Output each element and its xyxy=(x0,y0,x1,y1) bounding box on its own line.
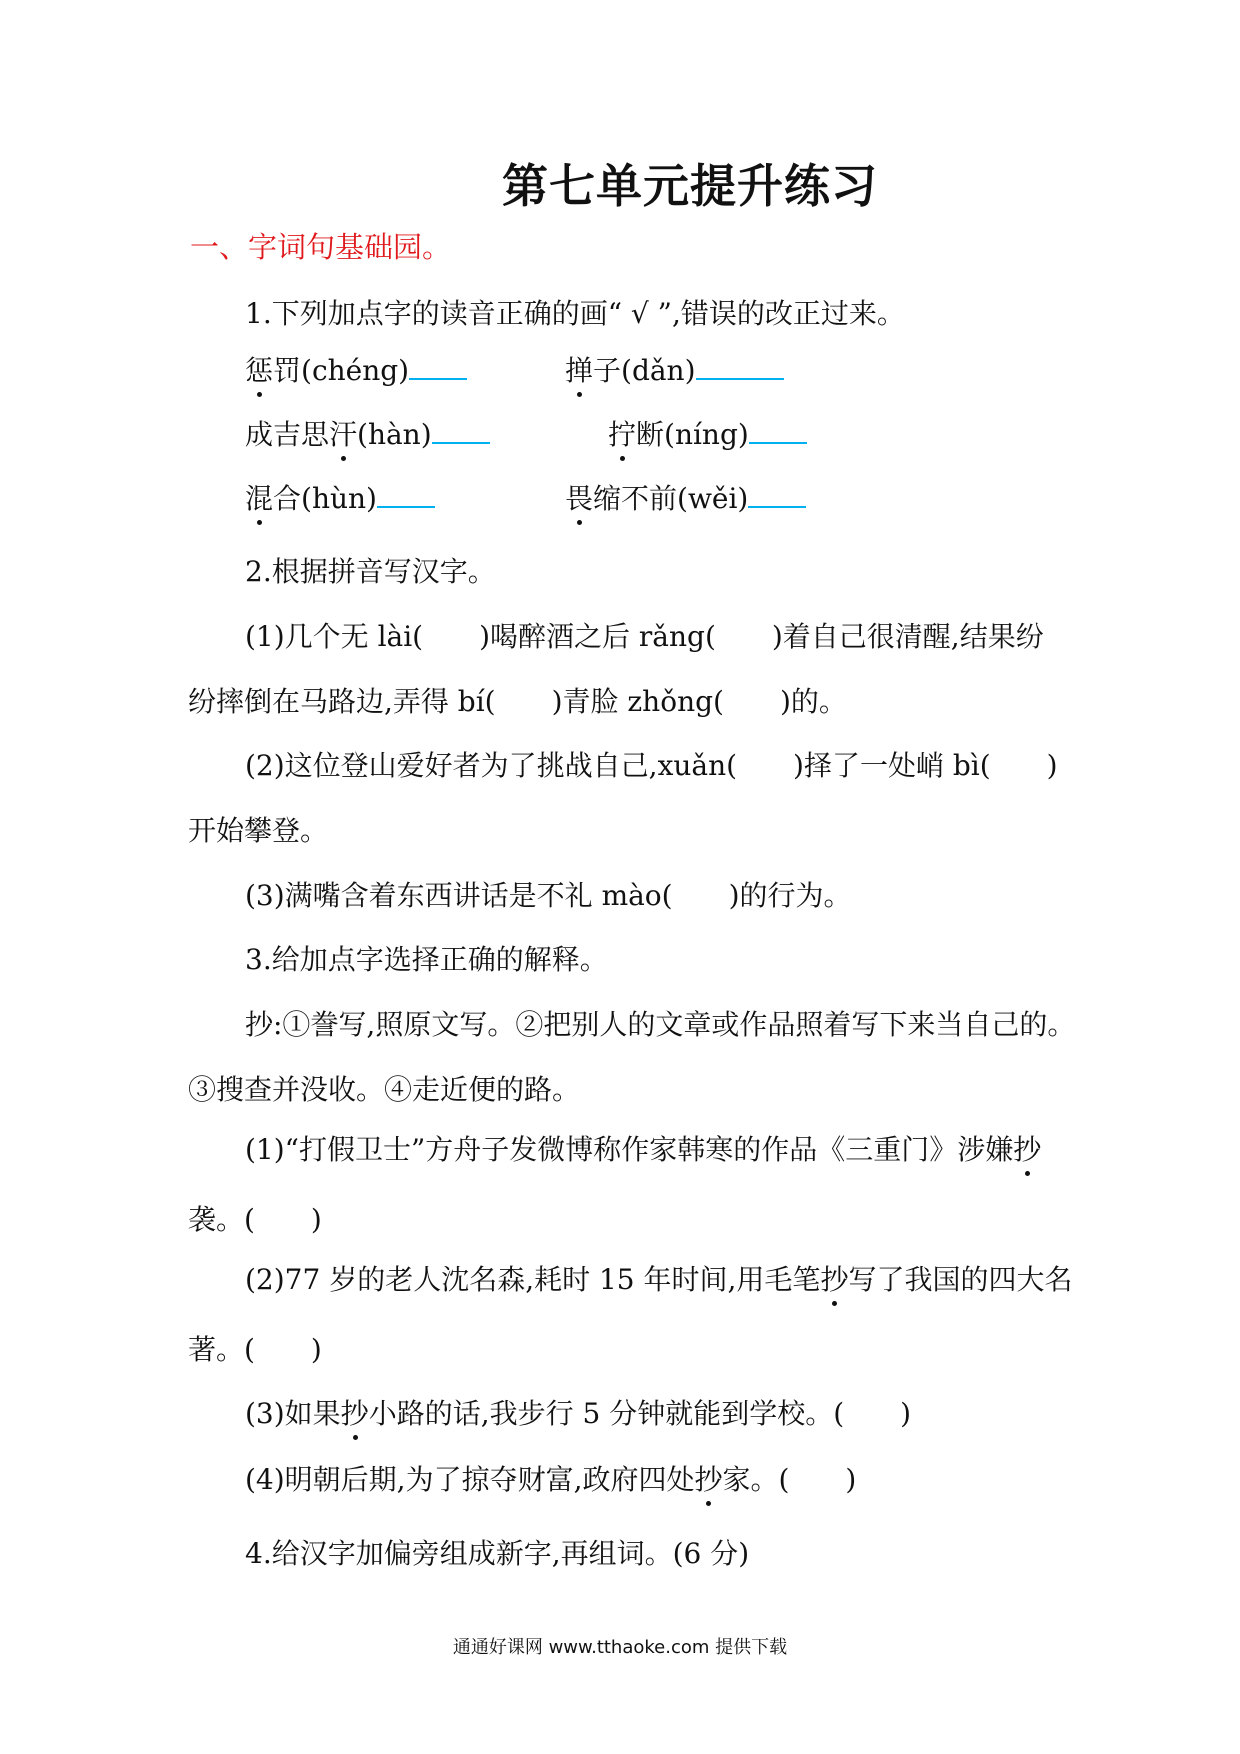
q1-item xyxy=(608,414,807,455)
dotted-char: 惩 xyxy=(245,351,273,391)
dotted-char: 拧 xyxy=(608,415,636,455)
answer-blank[interactable] xyxy=(696,350,784,380)
q1-item-text: 子(dǎn) xyxy=(593,354,696,387)
q3-sentence: 著。( ) xyxy=(188,1333,322,1366)
q3-sentence-text: (3)如果 xyxy=(245,1397,341,1430)
q1-item-text: 罚(chéng) xyxy=(273,354,410,387)
q3-sentence-text: 小路的话,我步行 5 分钟就能到学校。( ) xyxy=(368,1397,912,1430)
q1-item-text: (hàn) xyxy=(357,418,432,451)
question-4-prompt: 4.给汉字加偏旁组成新字,再组词。(6 分) xyxy=(245,1537,750,1570)
q3-sentence-text: 写了我国的四大名 xyxy=(848,1263,1073,1296)
q1-item xyxy=(245,478,435,519)
page-title: 第七单元提升练习 xyxy=(502,159,878,213)
q2-line: (2)这位登山爱好者为了挑战自己,xuǎn( )择了一处峭 bì( ) xyxy=(245,749,1058,782)
q2-line: 开始攀登。 xyxy=(188,814,329,847)
dotted-char: 抄 xyxy=(1013,1130,1041,1170)
q3-definitions: ③搜查并没收。④走近便的路。 xyxy=(188,1073,581,1106)
q3-sentence-text: 家。( ) xyxy=(722,1463,857,1496)
q3-sentence: 袭。( ) xyxy=(188,1203,322,1236)
dotted-char: 混 xyxy=(245,479,273,519)
q2-line: 纷摔倒在马路边,弄得 bí( )青脸 zhǒng( )的。 xyxy=(188,685,847,718)
q1-item xyxy=(565,478,806,519)
q3-sentence-text: (1)“打假卫士”方舟子发微博称作家韩寒的作品《三重门》涉嫌 xyxy=(245,1133,1014,1166)
dotted-char: 抄 xyxy=(820,1260,848,1300)
q2-line: (3)满嘴含着东西讲话是不礼 mào( )的行为。 xyxy=(245,879,852,912)
dotted-char: 畏 xyxy=(565,479,593,519)
dotted-char: 汗 xyxy=(329,415,357,455)
q1-item-text: 合(hùn) xyxy=(273,482,377,515)
answer-blank[interactable] xyxy=(749,414,807,444)
q1-item xyxy=(245,414,490,455)
q3-definitions: 抄:①誊写,照原文写。②把别人的文章或作品照着写下来当自己的。 xyxy=(245,1008,1076,1041)
question-2-prompt: 2.根据拼音写汉字。 xyxy=(245,555,496,588)
q3-sentence xyxy=(245,1260,1072,1300)
q3-sentence xyxy=(245,1460,856,1500)
question-1-prompt: 1.下列加点字的读音正确的画“ √ ”,错误的改正过来。 xyxy=(245,297,905,330)
answer-blank[interactable] xyxy=(748,478,806,508)
q1-item xyxy=(245,350,467,391)
q3-sentence-text: (2)77 岁的老人沈名森,耗时 15 年时间,用毛笔 xyxy=(245,1263,821,1296)
q1-item-text: 缩不前(wěi) xyxy=(593,482,749,515)
q3-sentence-text: (4)明朝后期,为了掠夺财富,政府四处 xyxy=(245,1463,695,1496)
dotted-char: 抄 xyxy=(694,1460,722,1500)
section-heading: 一、字词句基础园。 xyxy=(190,230,452,264)
dotted-char: 掸 xyxy=(565,351,593,391)
q3-sentence xyxy=(245,1130,1041,1170)
footer-source: 通通好课网 www.tthaoke.com 提供下载 xyxy=(452,1637,788,1658)
q2-line: (1)几个无 lài( )喝醉酒之后 rǎng( )着自己很清醒,结果纷 xyxy=(245,620,1044,653)
answer-blank[interactable] xyxy=(377,478,435,508)
q1-item-text: 成吉思 xyxy=(245,418,330,451)
answer-blank[interactable] xyxy=(409,350,467,380)
q1-item-text: 断(níng) xyxy=(636,418,749,451)
question-3-prompt: 3.给加点字选择正确的解释。 xyxy=(245,943,608,976)
q3-sentence xyxy=(245,1394,911,1434)
answer-blank[interactable] xyxy=(432,414,490,444)
dotted-char: 抄 xyxy=(341,1394,369,1434)
q1-item xyxy=(565,350,784,391)
